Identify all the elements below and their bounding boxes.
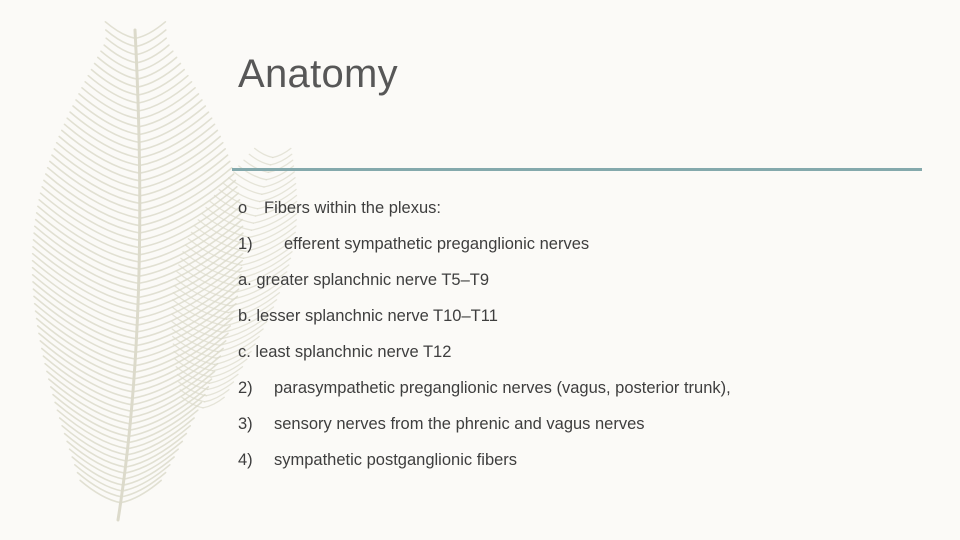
sub-line xyxy=(238,343,451,362)
number-marker: 1) xyxy=(238,235,253,253)
line-text: parasympathetic preganglionic nerves (vagus, posterior trunk), xyxy=(274,379,731,397)
numbered-line xyxy=(238,451,517,470)
sub-line xyxy=(238,307,498,326)
slide-title: Anatomy xyxy=(238,52,398,96)
line-text: a. greater splanchnic nerve T5–T9 xyxy=(238,271,490,289)
line-text: c. least splanchnic nerve T12 xyxy=(238,343,452,361)
line-text: efferent sympathetic preganglionic nerves xyxy=(284,235,590,253)
bullet-marker: o xyxy=(238,199,248,217)
title-divider xyxy=(232,168,922,171)
numbered-line xyxy=(238,235,589,254)
line-text: sensory nerves from the phrenic and vagus nerves xyxy=(274,415,645,433)
line-text: b. lesser splanchnic nerve T10–T11 xyxy=(238,307,498,325)
sub-line xyxy=(238,271,489,290)
numbered-line xyxy=(238,415,645,434)
bullet-text: Fibers within the plexus: xyxy=(264,199,441,217)
number-marker: 3) xyxy=(238,415,253,433)
number-marker: 4) xyxy=(238,451,253,469)
numbered-line xyxy=(238,379,731,398)
number-marker: 2) xyxy=(238,379,253,397)
line-text: sympathetic postganglionic fibers xyxy=(274,451,518,469)
bullet-line xyxy=(238,199,441,218)
